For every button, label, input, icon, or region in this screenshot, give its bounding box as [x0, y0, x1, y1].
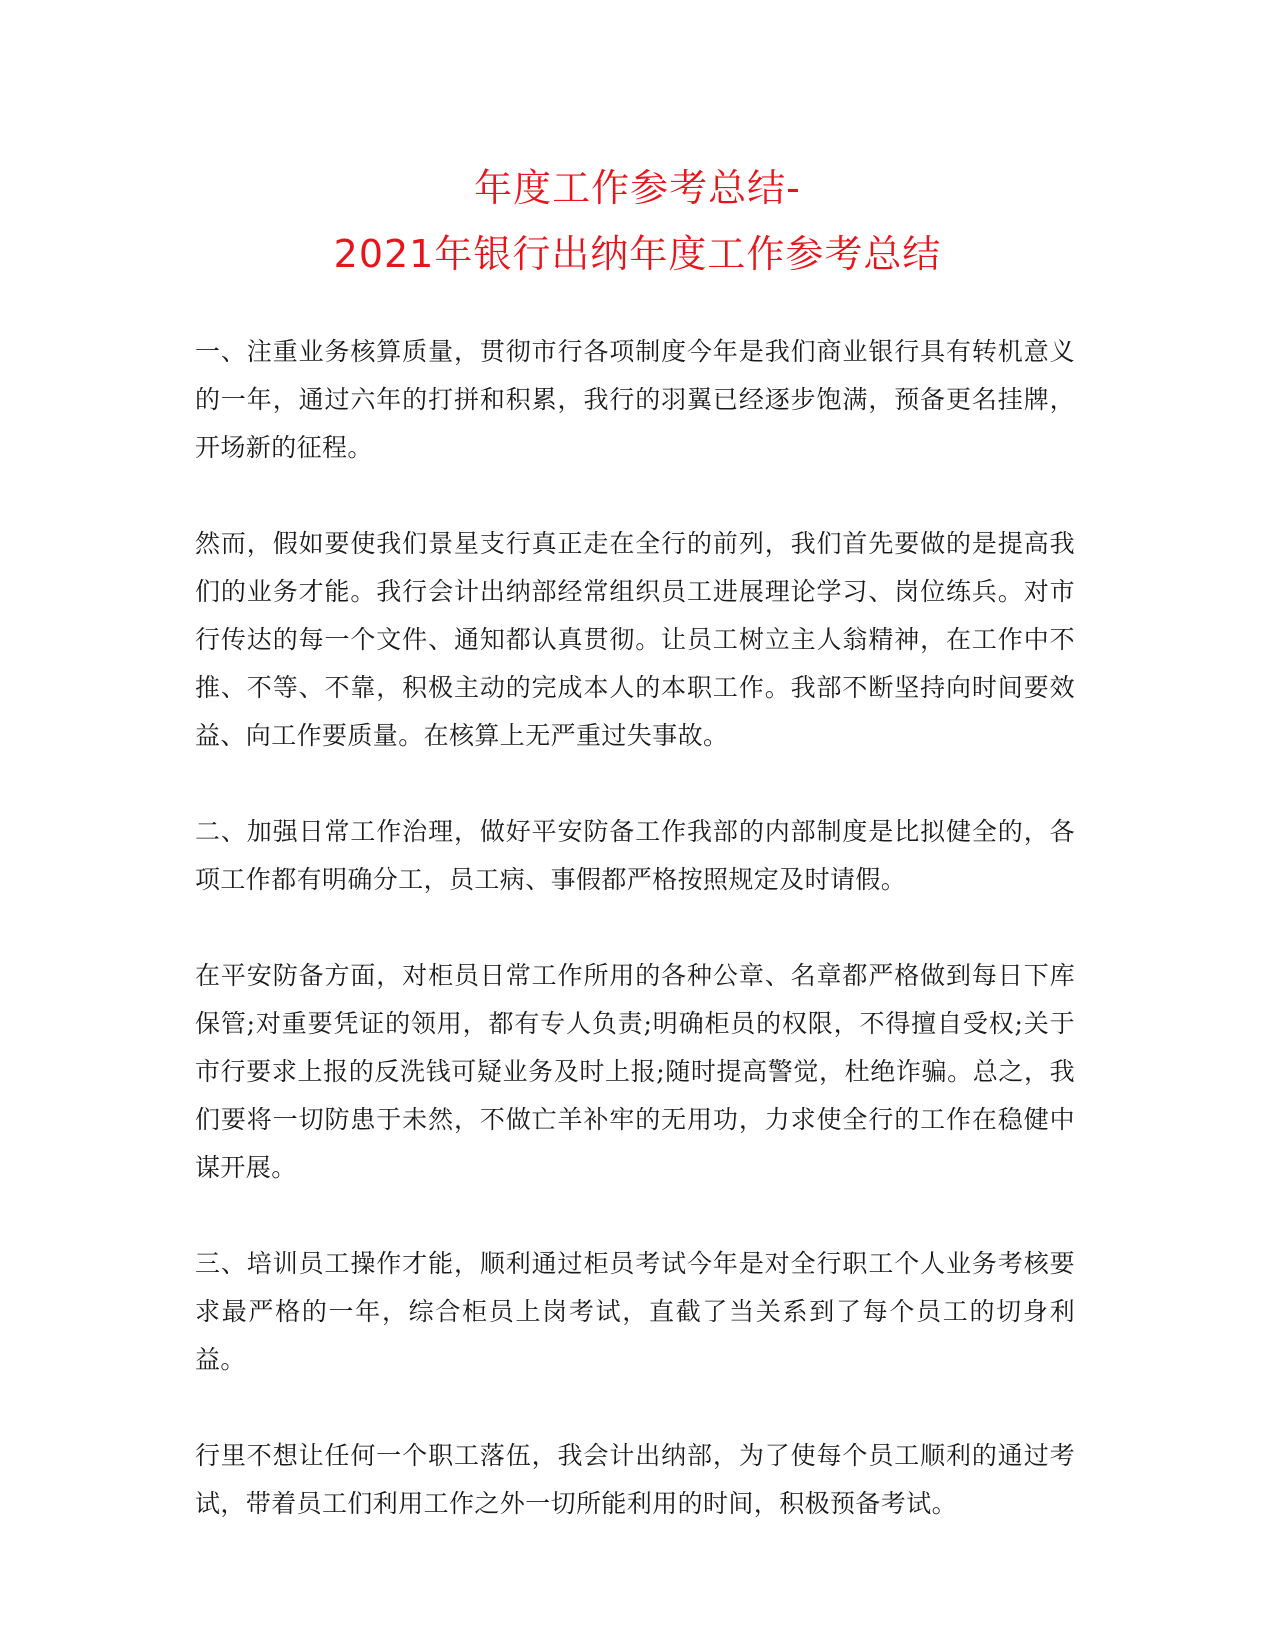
paragraph-6: 行里不想让任何一个职工落伍，我会计出纳部，为了使每个员工顺利的通过考试，带着员工们利用工作之外一切所能利用的时间，积极预备考试。: [195, 1441, 1075, 1518]
paragraph-3: 二、加强日常工作治理，做好平安防备工作我部的内部制度是比拟健全的，各项工作都有明确分工，员工病、事假都严格按照规定及时请假。: [195, 817, 1075, 894]
paragraph-4: 在平安防备方面，对柜员日常工作所用的各种公章、名章都严格做到每日下库保管;对重要凭证的领用，都有专人负责;明确柜员的权限，不得擅自受权;关于市行要求上报的反洗钱可疑业务及时上报;随时提高警觉，杜绝诈骗。总之，我们要将一切防患于未然，不做亡羊补牢的无用功，力求使全行的工作在稳健中谋开展。: [195, 961, 1075, 1182]
paragraph-2: 然而，假如要使我们景星支行真正走在全行的前列，我们首先要做的是提高我们的业务才能。我行会计出纳部经常组织员工进展理论学习、岗位练兵。对市行传达的每一个文件、通知都认真贯彻。让员工树立主人翁精神，在工作中不推、不等、不靠，积极主动的完成本人的本职工作。我部不断坚持向时间要效益、向工作要质量。在核算上无严重过失事故。: [195, 529, 1075, 750]
paragraph-5: 三、培训员工操作才能，顺利通过柜员考试今年是对全行职工个人业务考核要求最严格的一年，综合柜员上岗考试，直截了当关系到了每个员工的切身利益。: [195, 1249, 1075, 1374]
document-body: [195, 328, 1075, 1576]
title-line-2: 2021年银行出纳年度工作参考总结: [333, 232, 942, 276]
document-title: [0, 155, 1275, 287]
title-line-1: 年度工作参考总结-: [474, 166, 801, 210]
paragraph-1: 一、注重业务核算质量，贯彻市行各项制度今年是我们商业银行具有转机意义的一年，通过六年的打拼和积累，我行的羽翼已经逐步饱满，预备更名挂牌，开场新的征程。: [195, 337, 1075, 462]
